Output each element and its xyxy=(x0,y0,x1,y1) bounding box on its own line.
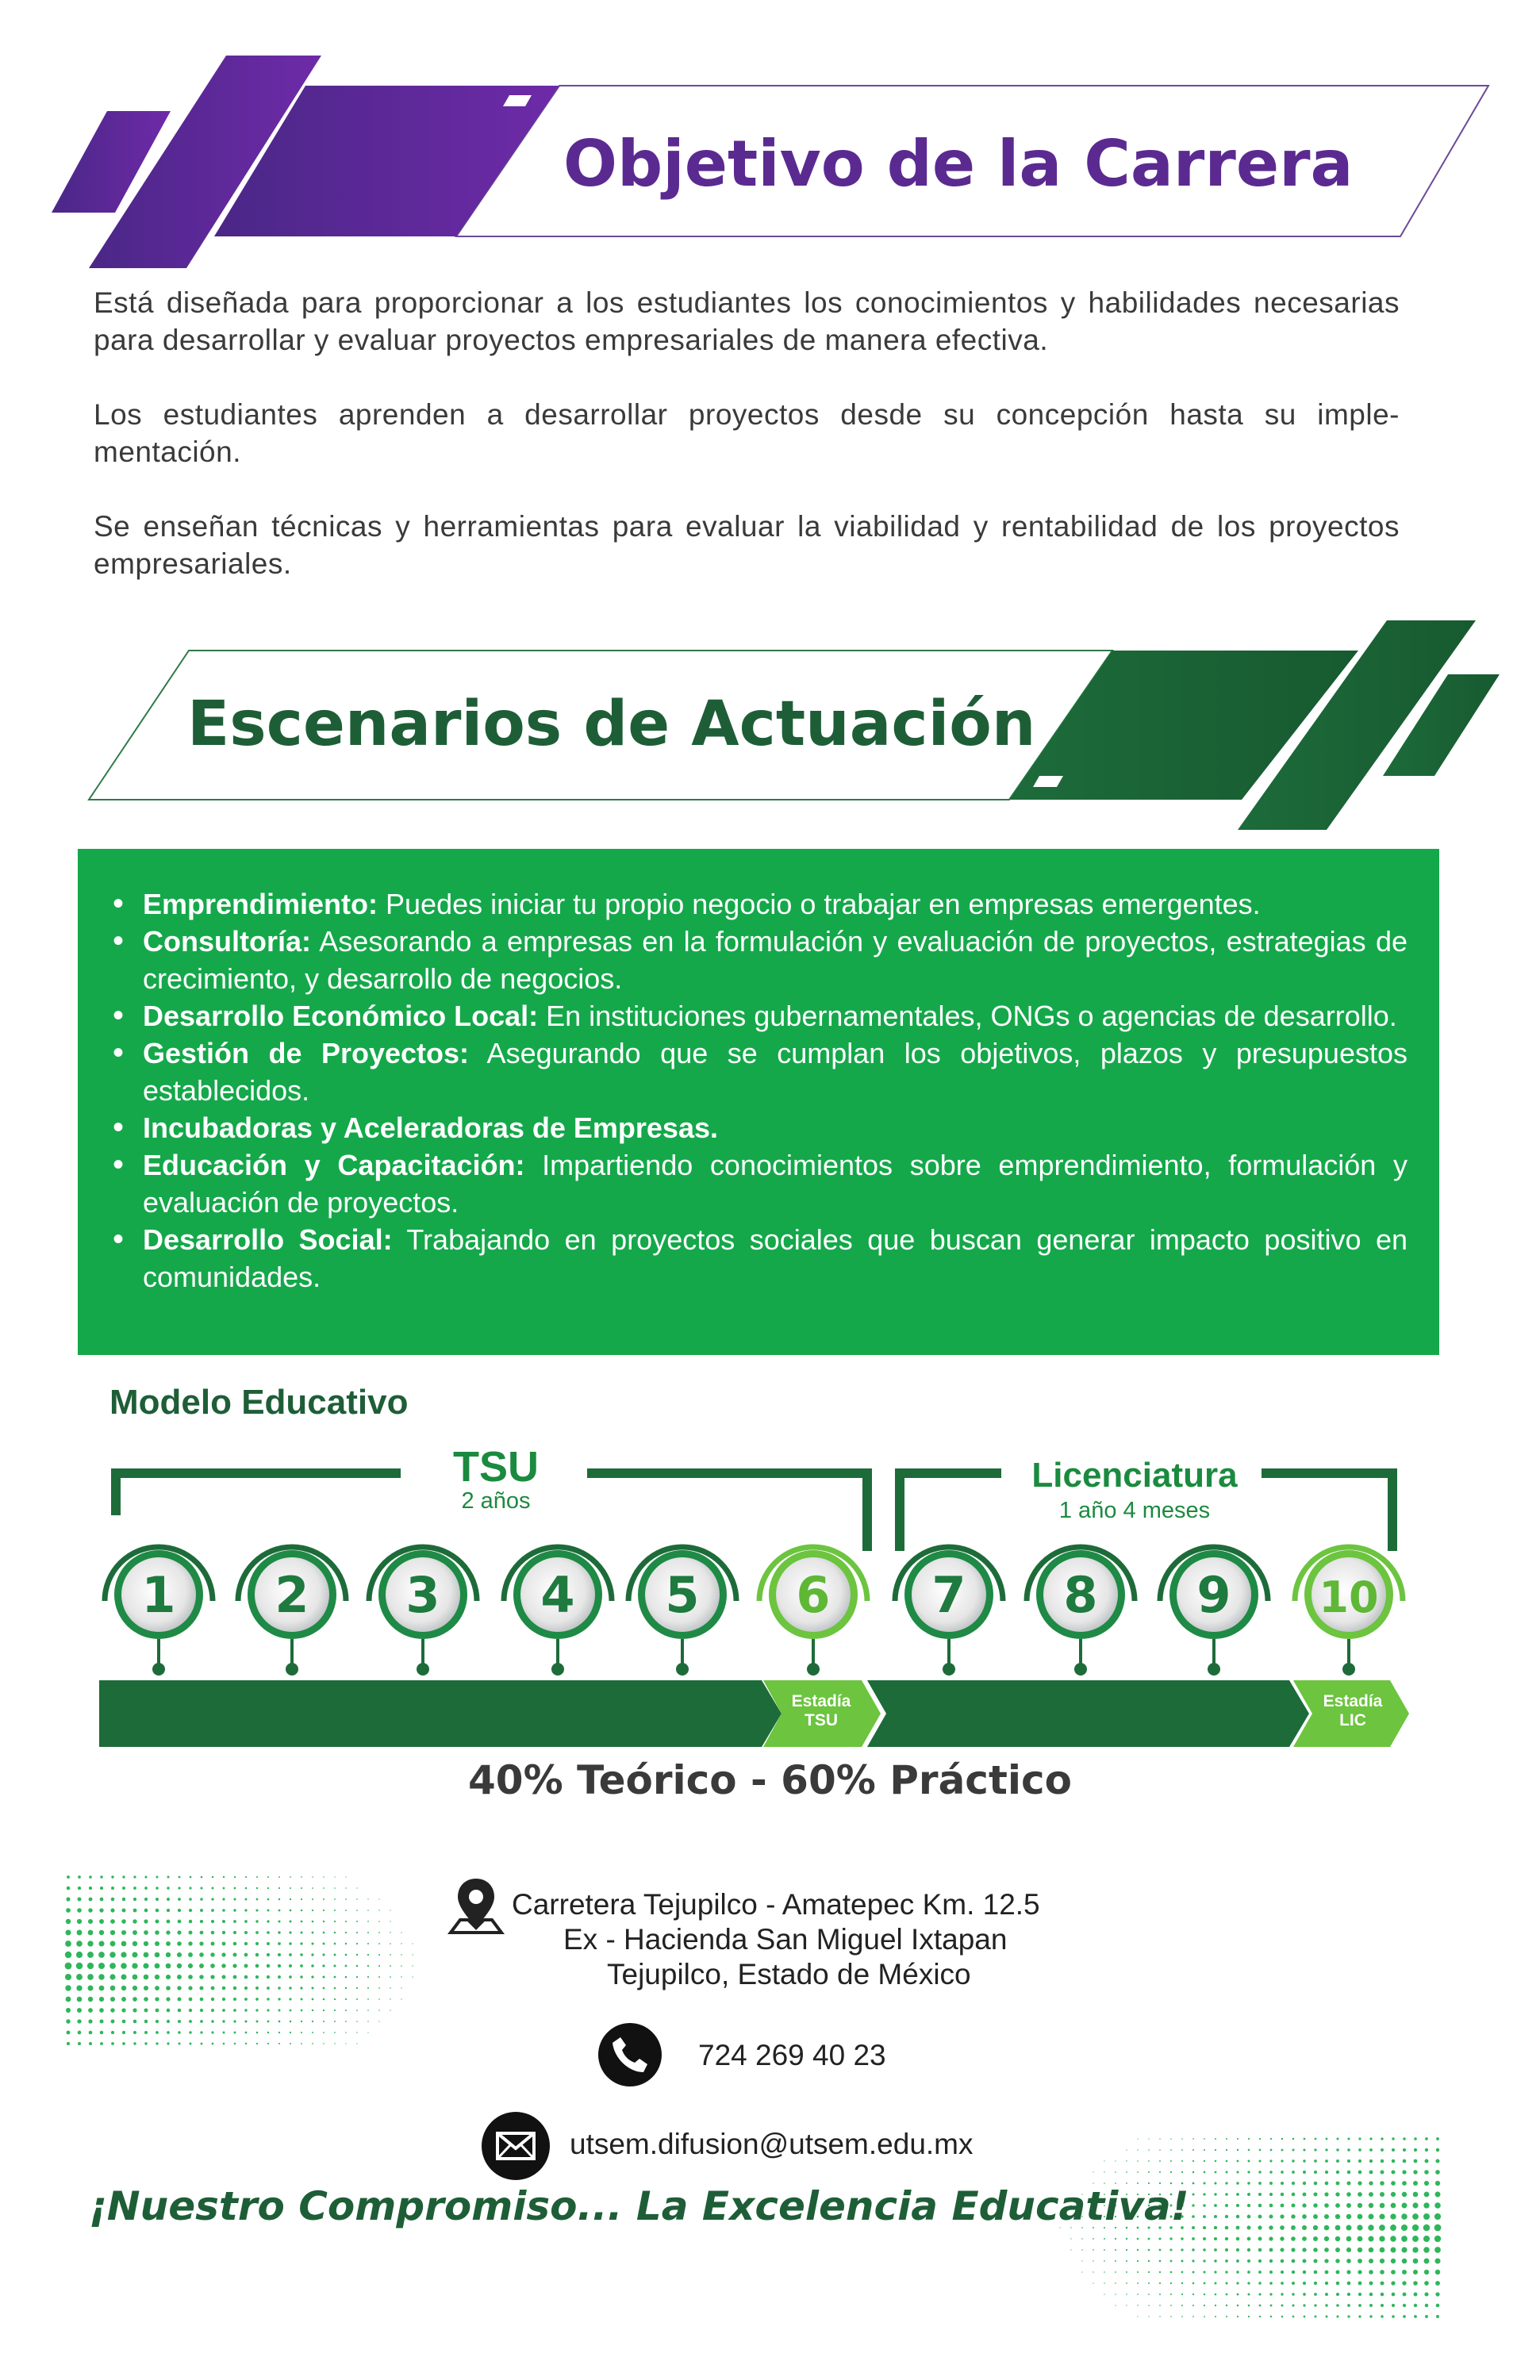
step-number: 7 xyxy=(931,1566,966,1624)
objetivo-paragraph-2: Los estudiantes aprenden a desarrollar proyectos desde su concepción hasta su imple- mentación. xyxy=(94,398,1400,468)
escenarios-title: Escenarios de Actuación xyxy=(187,689,1036,760)
step-dot xyxy=(286,1663,298,1676)
dot-pattern-right xyxy=(1000,2134,1444,2324)
steps-layer xyxy=(105,1547,1403,1676)
list-item xyxy=(143,923,1408,997)
item-term: Emprendimiento: xyxy=(143,888,378,920)
estadia-tsu-line-1: Estadía xyxy=(791,1692,851,1710)
step-number: 10 xyxy=(1319,1572,1379,1622)
tsu-label: TSU xyxy=(453,1443,539,1491)
mail-icon xyxy=(480,2110,551,2182)
tsu-bar xyxy=(99,1680,782,1747)
estadia-lic-line-1: Estadía xyxy=(1323,1692,1383,1710)
theory-practice-ratio: 40% Teórico - 60% Práctico xyxy=(468,1757,1072,1803)
step-dot xyxy=(152,1663,165,1676)
step-1 xyxy=(105,1547,213,1676)
lic-bar xyxy=(867,1680,1309,1747)
step-number: 8 xyxy=(1063,1566,1098,1624)
phone-icon xyxy=(597,2021,663,2088)
step-dot xyxy=(1074,1663,1087,1676)
step-2 xyxy=(238,1547,346,1676)
email-address: utsem.difusion@utsem.edu.mx xyxy=(570,2128,974,2160)
step-number: 5 xyxy=(665,1566,700,1624)
step-dot xyxy=(943,1663,955,1676)
objetivo-title: Objetivo de la Carrera xyxy=(563,127,1354,201)
item-term: Gestión de Proyectos: xyxy=(143,1037,470,1069)
dot-pattern-left xyxy=(63,1872,476,2055)
step-dot xyxy=(1342,1663,1355,1676)
item-desc: Asesorando a empresas en la formulación y evaluación de proyectos, estrategias de crecimiento, y desarrollo de negocios. xyxy=(143,925,1408,995)
item-desc: En instituciones gubernamentales, ONGs o agencias de desarrollo. xyxy=(538,1000,1397,1032)
list-item xyxy=(143,1109,1408,1146)
item-term: Educación y Capacitación: xyxy=(143,1149,525,1181)
item-desc: Impartiendo conocimientos sobre emprendimiento, formulación y evaluación de proyectos. xyxy=(143,1149,1408,1219)
step-number: 4 xyxy=(540,1566,575,1624)
address-line-1: Carretera Tejupilco - Amatepec Km. 12.5 xyxy=(512,1888,1040,1921)
lic-duration: 1 año 4 meses xyxy=(1058,1498,1211,1523)
list-item xyxy=(143,1035,1408,1109)
address-line-3: Tejupilco, Estado de México xyxy=(607,1958,971,1990)
step-3 xyxy=(369,1547,477,1676)
step-dot xyxy=(551,1663,564,1676)
objetivo-paragraphs xyxy=(94,284,1400,620)
modelo-title: Modelo Educativo xyxy=(109,1383,409,1422)
objetivo-paragraph-1: Está diseñada para proporcionar a los estudiantes los conocimientos y habilidades necesarias para desarrollar y evaluar proyectos empresariales de manera efectiva. xyxy=(94,286,1400,356)
step-7 xyxy=(895,1547,1003,1676)
estadia-lic-label xyxy=(1305,1692,1400,1730)
list-item xyxy=(143,1221,1408,1296)
step-number: 3 xyxy=(405,1566,440,1624)
step-9 xyxy=(1160,1547,1268,1676)
item-desc: Trabajando en proyectos sociales que buscan generar impacto positivo en comunidades. xyxy=(143,1223,1408,1293)
item-term: Incubadoras y Aceleradoras de Empresas. xyxy=(143,1111,718,1144)
tsu-duration: 2 años xyxy=(461,1488,531,1514)
step-dot xyxy=(676,1663,689,1676)
estadia-lic-line-2: LIC xyxy=(1339,1711,1366,1729)
step-8 xyxy=(1027,1547,1135,1676)
item-term: Desarrollo Social: xyxy=(143,1223,393,1256)
list-item xyxy=(143,885,1408,923)
item-desc: Asegurando que se cumplan los objetivos, plazos y presupuestos establecidos. xyxy=(143,1037,1408,1107)
step-dot xyxy=(807,1663,820,1676)
list-item xyxy=(143,997,1408,1035)
slogan: ¡Nuestro Compromiso... La Excelencia Educativa! xyxy=(89,2183,1189,2229)
item-desc: Puedes iniciar tu propio negocio o trabajar en empresas emergentes. xyxy=(378,888,1261,920)
estadia-tsu-label xyxy=(774,1692,869,1730)
lic-label: Licenciatura xyxy=(1031,1456,1238,1495)
address-line-2: Ex - Hacienda San Miguel Ixtapan xyxy=(563,1923,1008,1956)
escenarios-list xyxy=(143,885,1408,1296)
item-term: Desarrollo Económico Local: xyxy=(143,1000,539,1032)
step-dot xyxy=(417,1663,429,1676)
escenarios-box xyxy=(78,849,1439,1355)
list-item xyxy=(143,1146,1408,1221)
step-number: 9 xyxy=(1196,1566,1231,1624)
step-dot xyxy=(1208,1663,1220,1676)
estadia-tsu-line-2: TSU xyxy=(805,1711,838,1729)
step-4 xyxy=(504,1547,612,1676)
step-number: 1 xyxy=(141,1566,176,1624)
phone-number: 724 269 40 23 xyxy=(698,2039,886,2071)
step-6 xyxy=(759,1547,867,1676)
item-term: Consultoría: xyxy=(143,925,311,958)
objetivo-paragraph-3: Se enseñan técnicas y herramientas para evaluar la viabilidad y rentabilidad de los proyectos empresariales. xyxy=(94,510,1400,580)
step-number: 2 xyxy=(275,1566,309,1624)
location-pin-icon xyxy=(444,1874,508,1937)
step-10 xyxy=(1295,1547,1403,1676)
step-5 xyxy=(628,1547,736,1676)
step-number: 6 xyxy=(796,1566,831,1624)
